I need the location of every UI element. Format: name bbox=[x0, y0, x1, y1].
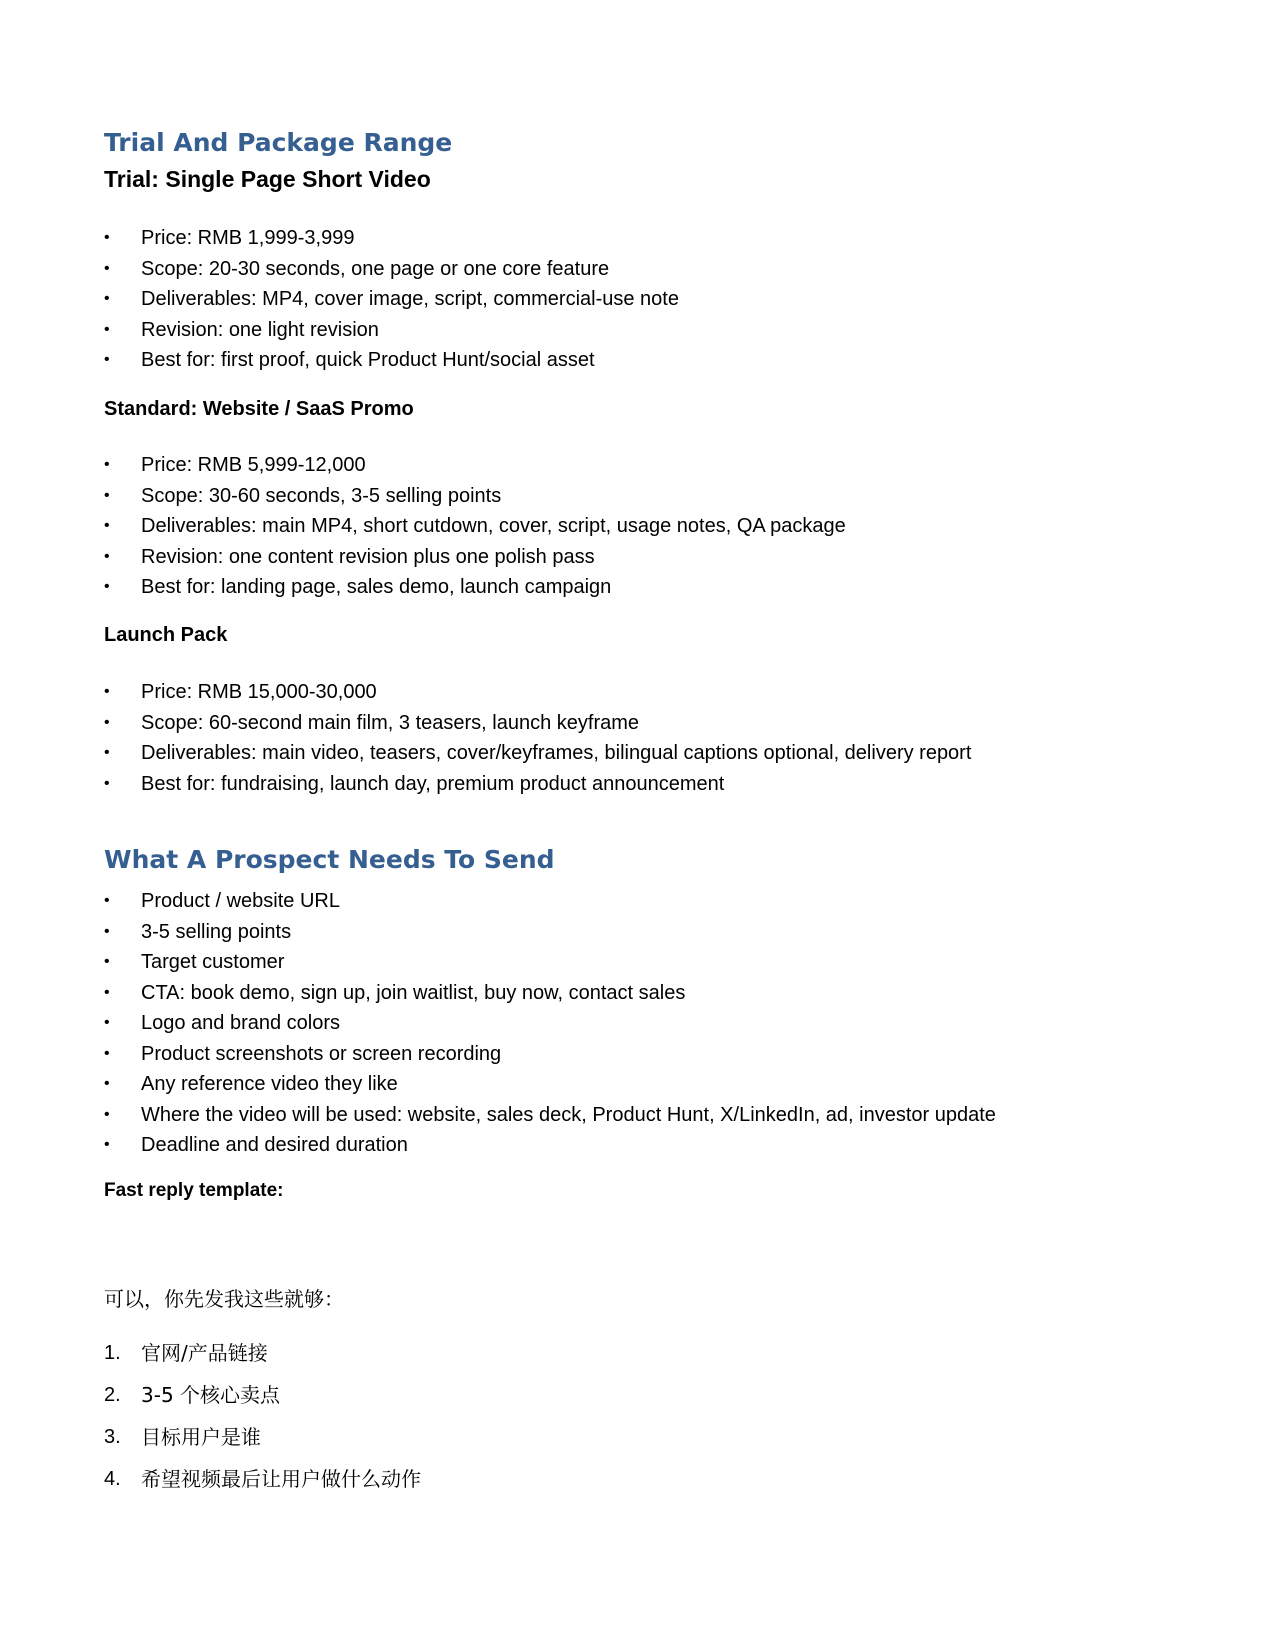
bullet-icon: • bbox=[104, 983, 110, 1001]
package-title-trial: Trial: Single Page Short Video bbox=[104, 166, 431, 192]
bullet-icon: • bbox=[104, 892, 110, 909]
bullet-icon: • bbox=[104, 774, 110, 792]
bullet-icon: • bbox=[104, 456, 110, 473]
bullet-icon: • bbox=[104, 1075, 110, 1092]
package-title-launch: Launch Pack bbox=[104, 624, 228, 646]
bullet-icon: • bbox=[104, 1044, 110, 1062]
bullet-icon: • bbox=[104, 486, 110, 504]
list-number: 3. bbox=[104, 1426, 121, 1448]
list-number: 2. bbox=[104, 1384, 121, 1406]
bullet-icon: • bbox=[104, 578, 110, 595]
bullet-icon: • bbox=[104, 713, 110, 731]
bullet-icon: • bbox=[104, 259, 110, 277]
bullet-icon: • bbox=[104, 1105, 110, 1123]
bullet-icon: • bbox=[104, 351, 110, 368]
pricing-section-title: Trial And Package Range bbox=[104, 128, 453, 157]
bullet-icon: • bbox=[104, 1014, 110, 1031]
bullet-icon: • bbox=[104, 547, 110, 565]
document-page: Trial And Package Range Trial: Single Page Short Video • Price: RMB 1,999-3,999 • Scope: 20-30 seconds, one page or one core feature • Deliverables: MP4, cover image, script, commercial-use note • Revision: one light revision • Best for: first proof, quick Product Hunt/social asset Standard: Website / SaaS Promo • Price: RMB 5,999-12,000 • Scope: 30-60 seconds, 3-5 selling points • Deliverables: main MP4, short cutdown, cover, script, usage notes, QA package • Revision: one content revision plus one polish pass • Best for: landing page, sales demo, launch campaign Launch Pack • Price: RMB 15,000-30,000 • Scope: 60-second main film, 3 teasers, launch keyframe • Deliverables: main video, teasers, cover/keyframes, bilingual captions optional, delivery report • Best for: fundraising, launch day, premium product announcement What A Prospect Needs To Send • Product / website URL • 3-5 selling points • Target customer • CTA: book demo, sign up, join waitlist, buy now, contact sales • Logo and brand colors • Product screenshots or screen recording • Any reference video they like • Where the video will be used: website, sales deck, Product Hunt, X/LinkedIn, ad, investor update • Deadline and desired duration Fast reply template: 可以，你先发我这些就够： 1. 官网/产品链接 2. 3-5 个核心卖点 3. 目标用户是谁 4. 希望视频最后让用户做什么动作 bbox=[0, 0, 1275, 1650]
bullet-icon: • bbox=[104, 1136, 110, 1153]
bullet-icon: • bbox=[104, 229, 110, 246]
template-intro: 可以，你先发我这些就够： bbox=[104, 1287, 344, 1311]
list-number: 4. bbox=[104, 1468, 121, 1490]
bullet-icon: • bbox=[104, 744, 110, 761]
bullet-icon: • bbox=[104, 320, 110, 338]
bullet-icon: • bbox=[104, 953, 110, 970]
prospect-section-title: What A Prospect Needs To Send bbox=[104, 845, 555, 874]
bullet-icon: • bbox=[104, 922, 110, 940]
template-label: Fast reply template: bbox=[104, 1180, 284, 1201]
bullet-icon: • bbox=[104, 683, 110, 700]
bullet-icon: • bbox=[104, 517, 110, 534]
list-number: 1. bbox=[104, 1342, 121, 1364]
bullet-icon: • bbox=[104, 290, 110, 307]
package-title-standard: Standard: Website / SaaS Promo bbox=[104, 398, 414, 420]
